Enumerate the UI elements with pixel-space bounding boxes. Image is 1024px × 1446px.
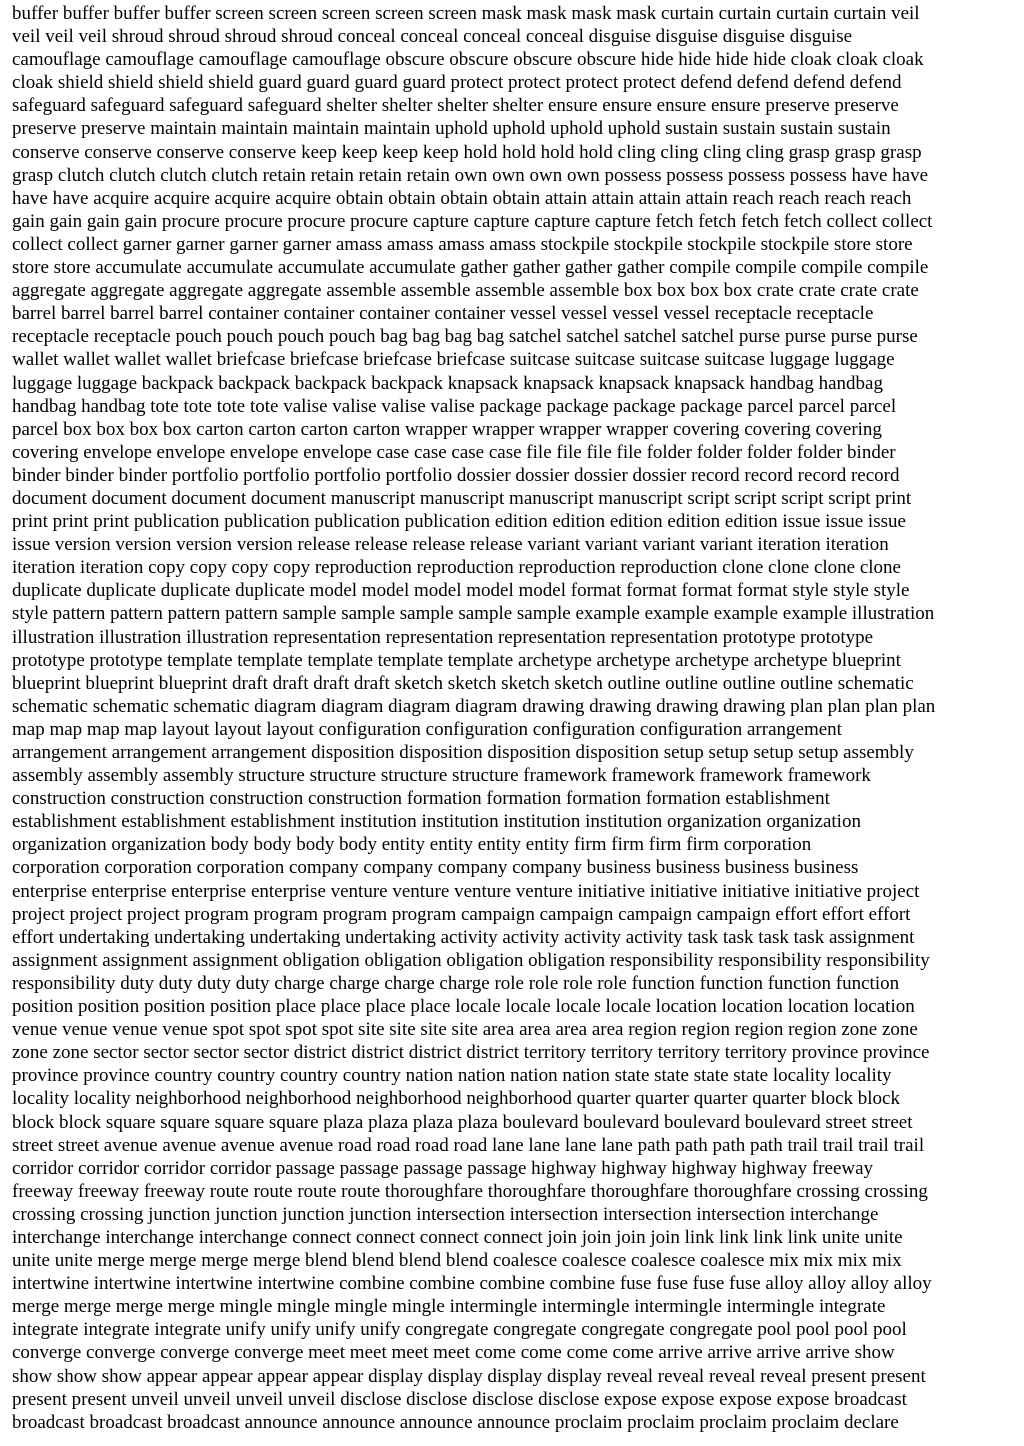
- text-line: establishment establishment establishment institution institution institution institution organization organization: [12, 811, 861, 833]
- text-line: corporation corporation corporation company company company company business business business business: [12, 857, 859, 879]
- text-line: zone zone sector sector sector sector district district district district territory territory territory territory province province: [12, 1042, 930, 1064]
- text-line: interchange interchange interchange connect connect connect connect join join join join link link link link unite unite: [12, 1226, 903, 1248]
- text-line: cloak shield shield shield shield guard guard guard guard protect protect protect protect defend defend defend defend: [12, 72, 902, 94]
- text-line: grasp clutch clutch clutch clutch retain retain retain retain own own own own possess possess possess possess have have: [12, 164, 929, 186]
- text-line: project project project program program program program campaign campaign campaign campaign effort effort effort: [12, 903, 911, 925]
- body-text: [12, 2, 1014, 1434]
- text-line: receptacle receptacle pouch pouch pouch pouch bag bag bag bag satchel satchel satchel satchel purse purse purse purse: [12, 326, 918, 348]
- text-line: collect collect garner garner garner garner amass amass amass amass stockpile stockpile stockpile stockpile store store: [12, 233, 913, 255]
- text-line: wallet wallet wallet wallet briefcase briefcase briefcase briefcase suitcase suitcase suitcase suitcase luggage luggage: [12, 349, 895, 371]
- text-line: covering envelope envelope envelope envelope case case case case file file file file folder folder folder folder binder: [12, 441, 896, 463]
- text-line: intertwine intertwine intertwine intertwine combine combine combine combine fuse fuse fuse fuse alloy alloy alloy alloy: [12, 1273, 932, 1295]
- text-line: print print print publication publication publication publication edition edition edition edition edition issue issue issue: [12, 511, 906, 533]
- text-line: duplicate duplicate duplicate duplicate model model model model model format format format format style style style: [12, 580, 910, 602]
- text-line: locality locality neighborhood neighborhood neighborhood neighborhood quarter quarter quarter quarter block block: [12, 1088, 900, 1110]
- text-line: style pattern pattern pattern pattern sample sample sample sample sample example example example example illustration: [12, 603, 935, 625]
- text-line: arrangement arrangement arrangement disposition disposition disposition disposition setup setup setup setup assembly: [12, 742, 914, 763]
- text-line: position position position position place place place place locale locale locale locale location location location location: [12, 996, 915, 1018]
- text-line: construction construction construction construction formation formation formation formation establishment: [12, 788, 830, 810]
- text-line: present present unveil unveil unveil unveil disclose disclose disclose disclose expose expose expose expose broadcast: [12, 1388, 907, 1410]
- text-line: converge converge converge converge meet meet meet meet come come come come arrive arrive arrive arrive show: [12, 1342, 895, 1364]
- text-line: gain gain gain gain procure procure procure procure capture capture capture capture fetch fetch fetch fetch collect collect: [12, 210, 933, 232]
- text-line: illustration illustration illustration representation representation representation representation prototype prototype: [12, 626, 874, 648]
- text-line: crossing crossing junction junction junction junction intersection intersection intersection intersection interchange: [12, 1203, 879, 1225]
- text-line: effort undertaking undertaking undertaking undertaking activity activity activity activity task task task task assignment: [12, 926, 915, 948]
- text-line: unite unite merge merge merge merge blend blend blend blend coalesce coalesce coalesce coalesce mix mix mix mix: [12, 1250, 902, 1272]
- text-line: assignment assignment assignment obligation obligation obligation obligation responsibility responsibility responsibility: [12, 949, 930, 971]
- text-line: barrel barrel barrel barrel container container container container vessel vessel vessel vessel receptacle receptacle: [12, 303, 874, 325]
- text-line: parcel box box box box carton carton carton carton wrapper wrapper wrapper wrapper covering covering covering: [12, 418, 882, 440]
- text-line: broadcast broadcast broadcast announce announce announce announce proclaim proclaim proclaim proclaim declare: [12, 1411, 899, 1433]
- text-line: issue version version version version release release release release variant variant variant variant iteration iteration: [12, 534, 889, 556]
- text-line: schematic schematic schematic diagram diagram diagram diagram drawing drawing drawing drawing plan plan plan plan: [12, 695, 936, 717]
- text-line: organization organization body body body body entity entity entity entity firm firm firm firm corporation: [12, 834, 812, 856]
- text-line: province province country country country country nation nation nation nation state state state state locality locality: [12, 1065, 892, 1087]
- text-line: document document document document manuscript manuscript manuscript manuscript script script script script print: [12, 487, 912, 509]
- text-line: merge merge merge merge mingle mingle mingle mingle intermingle intermingle intermingle intermingle integrate: [12, 1296, 886, 1318]
- text-line: responsibility duty duty duty duty charge charge charge charge role role role role function function function function: [12, 972, 900, 994]
- text-line: assembly assembly assembly structure structure structure structure framework framework framework framework: [12, 765, 871, 787]
- text-line: aggregate aggregate aggregate aggregate assemble assemble assemble assemble box box box box crate crate crate crate: [12, 280, 919, 302]
- text-line: integrate integrate integrate unify unify unify unify congregate congregate congregate congregate pool pool pool pool: [12, 1319, 907, 1341]
- text-line: conserve conserve conserve conserve keep keep keep keep hold hold hold hold cling cling cling cling grasp grasp grasp: [12, 141, 922, 163]
- text-line: map map map map layout layout layout configuration configuration configuration configuration arrangement: [12, 718, 842, 740]
- text-line: block block square square square square plaza plaza plaza plaza boulevard boulevard boulevard boulevard street street: [12, 1111, 913, 1133]
- text-line: venue venue venue venue spot spot spot spot site site site site area area area area region region region region zone zone: [12, 1019, 918, 1041]
- text-line: buffer buffer buffer buffer screen screen screen screen screen mask mask mask mask curtain curtain curtain curtain veil: [12, 3, 920, 24]
- text-line: camouflage camouflage camouflage camouflage obscure obscure obscure obscure hide hide hide hide cloak cloak cloak: [12, 49, 924, 71]
- text-line: corridor corridor corridor corridor passage passage passage passage highway highway highway highway freeway: [12, 1157, 874, 1179]
- text-line: preserve preserve maintain maintain maintain maintain uphold uphold uphold uphold sustain sustain sustain sustain: [12, 118, 891, 140]
- text-line: iteration iteration copy copy copy copy reproduction reproduction reproduction reproduction clone clone clone clone: [12, 557, 901, 579]
- text-line: prototype prototype template template template template template archetype archetype archetype archetype blueprint: [12, 649, 901, 671]
- text-line: store store accumulate accumulate accumulate accumulate gather gather gather gather compile compile compile compile: [12, 257, 929, 279]
- text-line: street street avenue avenue avenue avenue road road road road lane lane lane lane path path path path trail trail trail trail: [12, 1134, 925, 1156]
- text-line: luggage luggage backpack backpack backpack backpack knapsack knapsack knapsack knapsack handbag handbag: [12, 372, 883, 394]
- text-line: have have acquire acquire acquire acquire obtain obtain obtain obtain attain attain attain attain reach reach reach reach: [12, 187, 912, 209]
- text-line: veil veil veil shroud shroud shroud shroud conceal conceal conceal conceal disguise disguise disguise disguise: [12, 26, 853, 48]
- text-line: binder binder binder portfolio portfolio portfolio portfolio dossier dossier dossier dossier record record record record: [12, 464, 900, 486]
- text-line: blueprint blueprint blueprint draft draft draft draft sketch sketch sketch sketch outline outline outline outline schematic: [12, 672, 914, 694]
- text-line: show show show appear appear appear appear display display display display reveal reveal reveal reveal present present: [12, 1365, 926, 1387]
- text-line: safeguard safeguard safeguard safeguard shelter shelter shelter shelter ensure ensure ensure ensure preserve preserve: [12, 95, 899, 117]
- text-line: enterprise enterprise enterprise enterprise venture venture venture venture initiative initiative initiative initiative project: [12, 880, 920, 902]
- text-line: handbag handbag tote tote tote tote valise valise valise valise package package package package parcel parcel parcel: [12, 395, 897, 417]
- text-line: freeway freeway freeway route route route route thoroughfare thoroughfare thoroughfare thoroughfare crossing crossing: [12, 1180, 928, 1202]
